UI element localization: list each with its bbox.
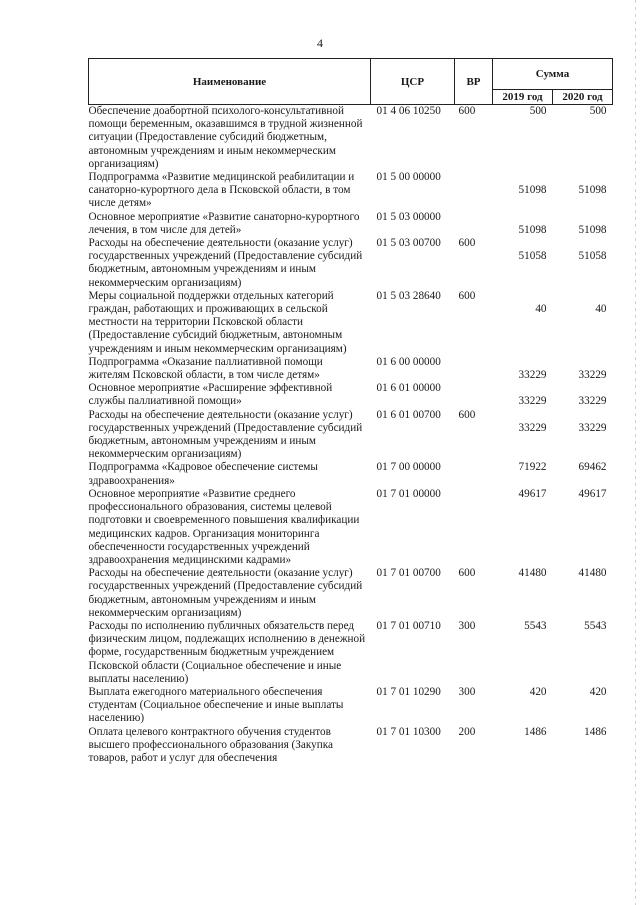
table-row — [89, 567, 613, 620]
row-csr: 01 6 01 00000 — [376, 382, 441, 395]
table-row — [89, 171, 613, 211]
table-row — [89, 488, 613, 567]
row-name: Подпрограмма «Развитие медицинской реабилитации и санаторно-курортного дела в Псковской области, в том числе детям» — [88, 171, 355, 210]
row-name: Подпрограмма «Кадровое обеспечение системы здравоохранения» — [88, 461, 318, 487]
row-csr: 01 7 01 00700 — [376, 567, 441, 580]
row-sum-2019: 51098 — [518, 223, 547, 236]
table-row — [89, 105, 613, 172]
row-sum-2020: 1486 — [584, 725, 607, 738]
row-sum-2019: 33229 — [518, 421, 547, 434]
row-csr: 01 5 03 00000 — [376, 210, 441, 223]
row-sum-2020: 33229 — [578, 421, 607, 434]
row-sum-2020: 51098 — [578, 184, 607, 197]
row-vr — [455, 488, 493, 567]
row-sum-2020: 500 — [589, 105, 607, 117]
row-sum-2020: 33229 — [578, 395, 607, 408]
row-name: Расходы на обеспечение деятельности (оказание услуг) государственных учреждений (Предоставление субсидий бюджетным, автономным учреждениям и иным некоммерческим организациям) — [88, 567, 363, 619]
row-sum-2019: 500 — [529, 105, 547, 117]
row-sum-2020: 33229 — [578, 368, 607, 381]
row-csr: 01 6 00 00000 — [376, 355, 441, 368]
row-sum-2020: 49617 — [578, 487, 607, 500]
row-vr: 600 — [458, 237, 476, 250]
row-sum-2019: 41480 — [518, 567, 547, 580]
row-vr — [455, 356, 493, 382]
row-sum-2019: 420 — [529, 685, 547, 698]
row-sum-2019: 49617 — [518, 487, 547, 500]
table-header — [89, 59, 613, 105]
row-sum-2019: 33229 — [518, 368, 547, 381]
row-csr: 01 5 03 28640 — [376, 289, 441, 302]
row-csr: 01 7 00 00000 — [376, 461, 441, 474]
table-row — [89, 237, 613, 290]
budget-table — [88, 58, 613, 765]
row-vr: 300 — [458, 685, 476, 698]
row-sum-2020: 40 — [595, 302, 607, 315]
row-sum-2020: 51058 — [578, 250, 607, 263]
row-name: Выплата ежегодного материального обеспечения студентам (Социальное обеспечение и иные выплаты населению) — [88, 685, 344, 725]
row-sum-2019: 33229 — [518, 395, 547, 408]
page-number: 4 — [317, 36, 323, 50]
row-name: Основное мероприятие «Развитие санаторно-курортного лечения, в том числе для детей» — [88, 210, 360, 236]
table-row — [89, 686, 613, 726]
row-sum-2019: 51098 — [518, 184, 547, 197]
scan-edge-line — [635, 0, 636, 905]
row-vr: 600 — [458, 105, 476, 117]
row-name: Расходы на обеспечение деятельности (оказание услуг) государственных учреждений (Предоставление субсидий бюджетным, автономным учреждениям и иным некоммерческим организациям) — [88, 408, 363, 461]
row-sum-2020: 41480 — [578, 567, 607, 580]
row-csr: 01 7 01 00710 — [376, 619, 441, 632]
row-vr: 600 — [458, 567, 476, 580]
row-name: Обеспечение доабортной психолого-консультативной помощи беременным, оказавшимся в трудной жизненной ситуации (Предоставление субсидий бюджетным, автономным учреждениям и иным некоммерческим организациям) — [88, 105, 363, 170]
header-name: Наименование — [89, 59, 371, 105]
header-vr: ВР — [455, 59, 493, 105]
row-sum-2019: 1486 — [524, 725, 547, 738]
header-sum: Сумма — [493, 59, 613, 90]
header-csr: ЦСР — [371, 59, 455, 105]
row-name: Основное мероприятие «Развитие среднего профессионального образования, системы целевой подготовки и своевременного повышения квалификации медицинских кадров. Организация мониторинга обеспеченности государственных учреждений здравоохранения медицинскими кадрами» — [88, 487, 360, 566]
row-name: Меры социальной поддержки отдельных категорий граждан, работающих и проживающих в сельской местности на территории Псковской области (Предоставление субсидий бюджетным, автономным учреждениям и иным некоммерческим организациям) — [88, 289, 347, 355]
row-sum-2020: 5543 — [584, 619, 607, 632]
row-csr: 01 7 01 10290 — [376, 685, 441, 698]
table-row — [89, 461, 613, 487]
row-vr: 200 — [458, 725, 476, 738]
table-row — [89, 290, 613, 356]
table-row — [89, 356, 613, 382]
row-sum-2020: 420 — [589, 685, 607, 698]
row-sum-2019: 40 — [535, 302, 547, 315]
row-sum-2019: 71922 — [518, 461, 547, 474]
row-name: Оплата целевого контрактного обучения студентов высшего профессионального образования (Закупка товаров, работ и услуг для обеспечения — [88, 725, 333, 764]
row-vr: 300 — [458, 619, 476, 632]
row-vr — [455, 382, 493, 408]
row-vr — [455, 171, 493, 211]
table-row — [89, 382, 613, 408]
table-row — [89, 620, 613, 686]
table-row — [89, 409, 613, 462]
row-vr: 600 — [458, 408, 476, 421]
table-row — [89, 726, 613, 766]
row-sum-2020: 51098 — [578, 223, 607, 236]
row-name: Расходы по исполнению публичных обязательств перед физическим лицом, подлежащих исполнению в денежной форме, государственным бюджетным учреждением Псковской области (Социальное обеспечение и иные выплаты населению) — [88, 619, 366, 685]
row-csr: 01 7 01 00000 — [376, 487, 441, 500]
row-sum-2019: 51058 — [518, 250, 547, 263]
row-csr: 01 6 01 00700 — [376, 408, 441, 421]
table-row — [89, 211, 613, 237]
row-name: Расходы на обеспечение деятельности (оказание услуг) государственных учреждений (Предоставление субсидий бюджетным, автономным учреждениям и иным некоммерческим организациям) — [88, 237, 363, 289]
row-csr: 01 5 00 00000 — [376, 171, 441, 184]
row-csr: 01 4 06 10250 — [376, 105, 441, 117]
row-name: Подпрограмма «Оказание паллиативной помощи жителям Псковской области, в том числе детям» — [88, 355, 323, 382]
row-vr — [455, 461, 493, 487]
row-name: Основное мероприятие «Расширение эффективной службы паллиативной помощи» — [88, 382, 333, 408]
row-csr: 01 5 03 00700 — [376, 237, 441, 250]
row-sum-2020: 69462 — [578, 461, 607, 474]
row-vr — [455, 211, 493, 237]
header-year-2020: 2020 год — [553, 90, 613, 105]
row-csr: 01 7 01 10300 — [376, 725, 441, 738]
table-body — [89, 105, 613, 766]
row-vr: 600 — [458, 289, 476, 302]
header-year-2019: 2019 год — [493, 90, 553, 105]
row-sum-2019: 5543 — [524, 619, 547, 632]
